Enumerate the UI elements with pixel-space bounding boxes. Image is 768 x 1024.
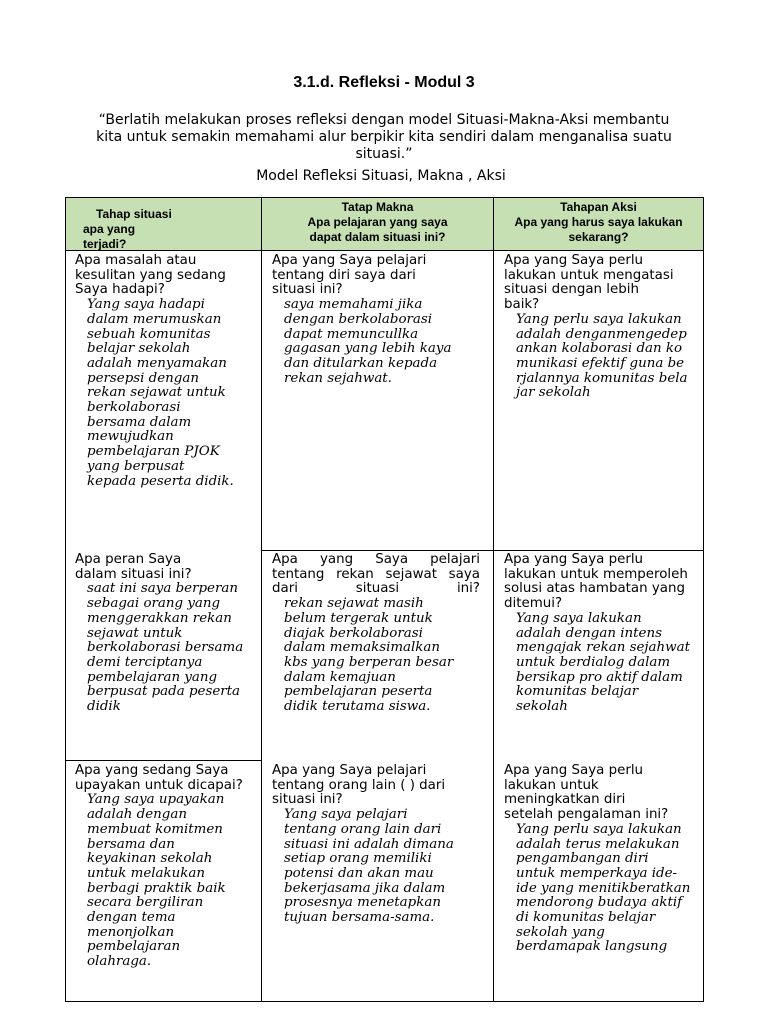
header-makna [262,200,493,245]
header-makna-line3: dapat dalam situasi ini? [309,230,446,244]
aksi-answer-2: Yang saya lakukan adalah dengan intens mengajak rekan sejahwat untuk berdialog dalam bersikap pro aktif dalam komunitas belajar sekolah [516,610,690,715]
situasi-cell-3 [75,764,255,970]
page-title: 3.1.d. Refleksi - Modul 3 [293,74,475,91]
table-border-right [703,197,704,1002]
aksi-cell-3 [504,764,699,955]
header-situasi-line3: terjadi? [83,237,127,251]
makna-question-1: Apa yang Saya pelajari tentang diri saya dari situasi ini? [272,253,427,298]
makna-cell-1 [272,254,482,386]
aksi-cell-2 [504,553,699,715]
makna-cell-2 [272,553,480,715]
table-border-bottom [65,1001,704,1002]
aksi-question-3: Apa yang Saya perlu lakukan untuk meningkatkan diri setelah pengalaman ini? [504,763,669,823]
header-situasi-line2: apa yang [83,222,136,236]
situasi-answer-2: saat ini saya berperan sebagai orang yang menggerakkan rekan sejawat untuk berkolaborasi bersama demi terciptanya pembelajaran yang berpusat pada peserta didik [87,581,244,715]
situasi-answer-3: Yang saya upayakan adalah dengan membuat komitmen bersama dan keyakinan sekolah untuk melakukan berbagi praktik baik secara bergiliran dengan tema menonjolkan pembelajaran olahraga. [87,792,226,970]
aksi-answer-3: Yang perlu saya lakukan adalah terus melakukan pengambangan diri untuk memperkaya ide-ide yang menitikberatkan mendorong budaya aktif di komunitas belajar sekolah yang berdamapak langsung [516,821,691,955]
model-subtitle: Model Refleksi Situasi, Makna , Aksi [256,168,506,184]
header-makna-line2: Apa pelajaran yang saya [307,215,448,229]
makna-question-2: Apa yang Saya pelajari tentang rekan sejawat saya dari situasi ini? [272,552,480,597]
row-divider-aksi-1 [493,550,704,551]
header-makna-line1: Tatap Makna [341,200,414,214]
situasi-question-2: Apa peran Saya dalam situasi ini? [75,552,192,582]
header-aksi-line3: sekarang? [568,230,629,244]
header-aksi-line1: Tahapan Aksi [560,200,637,214]
header-aksi-line2: Apa yang harus saya lakukan [514,215,683,229]
table-border-left [65,197,66,1002]
header-situasi [77,207,259,252]
table-border-top [65,197,704,198]
row-divider-situasi [65,760,262,761]
makna-answer-3: Yang saya pelajari tentang orang lain dari situasi ini adalah dimana setiap orang memiliki potensi dan akan mau bekerjasama jika dalam prosesnya menetapkan tujuan bersama-sama. [284,807,454,926]
aksi-cell-1 [504,254,699,401]
makna-answer-2: rekan sejawat masih belum tergerak untuk diajak berkolaborasi dalam memaksimalkan kbs yang berperan besar dalam kemajuan pembelajaran peserta didik terutama siswa. [284,596,454,715]
situasi-question-3: Apa yang sedang Saya upayakan untuk dicapai? [75,763,243,793]
situasi-cell-1 [75,254,250,489]
header-aksi [494,200,703,245]
situasi-answer-1: Yang saya hadapi dalam merumuskan sebuah komunitas belajar sekolah adalah menyamakan persepsi dengan rekan sejawat untuk berkolaborasi bersama dalam mewujudkan pembelajaran PJOK yang berpusat kepada peserta didik. [87,297,234,489]
makna-question-3: Apa yang Saya pelajari tentang orang lain ( ) dari situasi ini? [272,763,446,808]
row-divider-makna-1 [261,550,494,551]
column-divider-2 [493,197,494,1002]
situasi-cell-2 [75,553,250,715]
reflection-table [65,197,704,1002]
header-situasi-line1: Tahap situasi [96,207,172,221]
aksi-question-2: Apa yang Saya perlu lakukan untuk memperoleh solusi atas hambatan yang ditemui? [504,552,688,612]
makna-answer-1: saya memahami jika dengan berkolaborasi dapat memuncullka gagasan yang lebih kaya dan ditularkan kepada rekan sejahwat. [284,297,452,386]
intro-quote: “Berlatih melakukan proses refleksi dengan model Situasi-Makna-Aksi membantu kita untuk semakin memahami alur berpikir kita sendiri dalam menganalisa suatu situasi.” [96,112,672,162]
situasi-question-1: Apa masalah atau kesulitan yang sedang Saya hadapi? [75,253,226,298]
aksi-answer-1: Yang perlu saya lakukan adalah denganmengedepankan kolaborasi dan komunikasi efektif guna berjalannya komunitas belajar sekolah [516,311,688,401]
makna-cell-3 [272,764,482,926]
column-divider-1 [261,197,262,1002]
aksi-question-1: Apa yang Saya perlu lakukan untuk mengatasi situasi dengan lebih baik? [504,253,674,313]
